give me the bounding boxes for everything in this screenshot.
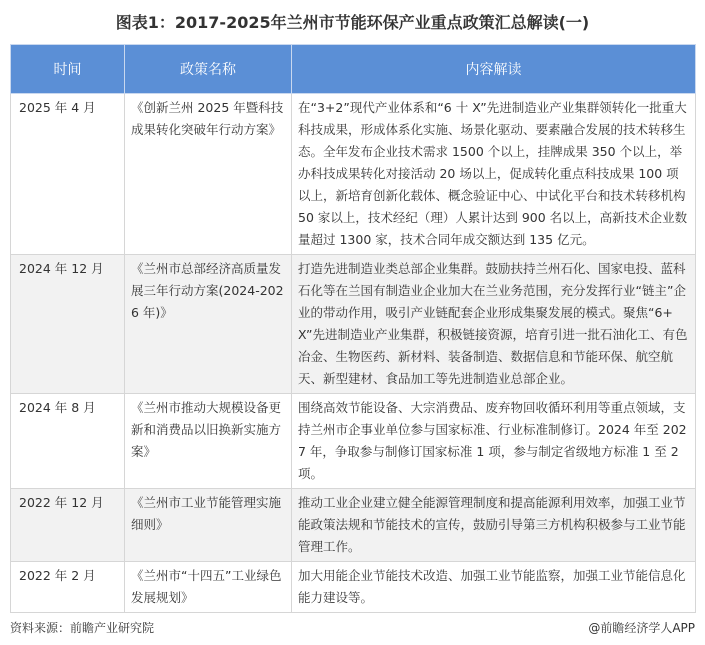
cell-policy-name: 《兰州市总部经济高质量发展三年行动方案(2024-2026 年)》 xyxy=(125,255,292,394)
cell-policy-name: 《兰州市工业节能管理实施细则》 xyxy=(125,489,292,562)
cell-time: 2024 年 12 月 xyxy=(11,255,125,394)
column-header-time: 时间 xyxy=(11,45,125,94)
cell-content: 加大用能企业节能技术改造、加强工业节能监察，加强工业节能信息化能力建设等。 xyxy=(292,562,696,613)
credit-note: @前瞻经济学人APP xyxy=(588,621,695,635)
cell-content: 打造先进制造业类总部企业集群。鼓励扶持兰州石化、国家电投、蓝科石化等在兰国有制造业企业加大在兰业务范围，充分发挥行业“链主”企业的带动作用，吸引产业链配套企业形成集聚发展的模式。聚焦“6+X”先进制造业产业集群，积极链接资源，培育引进一批石油化工、有色冶金、生物医药、新材料、装备制造、数据信息和节能环保、航空航天、新型建材、食品加工等先进制造业总部企业。 xyxy=(292,255,696,394)
cell-content: 在“3+2”现代产业体系和“6 十 X”先进制造业产业集群领转化一批重大科技成果，形成体系化实施、场景化驱动、要素融合发展的技术转移生态。全年发布企业技术需求 1500 个以上，挂牌成果 350 个以上，举办科技成果转化对接活动 20 场以上，促成转化重点科技成果 100 项以上，新培育创新化载体、概念验证中心、中试化平台和技术转移机构 50 家以上，技术经纪（理）人累计达到 900 名以上，高新技术企业数量超过 1300 家，技术合同年成交额达到 135 亿元。 xyxy=(292,94,696,255)
page-title: 图表1：2017-2025年兰州市节能环保产业重点政策汇总解读(一) xyxy=(115,13,590,32)
cell-policy-name: 《创新兰州 2025 年暨科技成果转化突破年行动方案》 xyxy=(125,94,292,255)
cell-time: 2022 年 2 月 xyxy=(11,562,125,613)
cell-time: 2024 年 8 月 xyxy=(11,394,125,489)
source-note: 资料来源：前瞻产业研究院 xyxy=(10,621,155,635)
policy-table xyxy=(10,44,696,613)
cell-policy-name: 《兰州市推动大规模设备更新和消费品以旧换新实施方案》 xyxy=(125,394,292,489)
cell-content: 推动工业企业建立健全能源管理制度和提高能源利用效率，加强工业节能政策法规和节能技术的宣传，鼓励引导第三方机构积极参与工业节能管理工作。 xyxy=(292,489,696,562)
table-row xyxy=(11,255,696,394)
cell-time: 2022 年 12 月 xyxy=(11,489,125,562)
table-row xyxy=(11,489,696,562)
cell-time: 2025 年 4 月 xyxy=(11,94,125,255)
column-header-policy-name: 政策名称 xyxy=(125,45,292,94)
table-row xyxy=(11,94,696,255)
table-row xyxy=(11,394,696,489)
table-header-row xyxy=(11,45,696,94)
column-header-content: 内容解读 xyxy=(292,45,696,94)
cell-policy-name: 《兰州市“十四五”工业绿色发展规划》 xyxy=(125,562,292,613)
cell-content: 围绕高效节能设备、大宗消费品、废弃物回收循环利用等重点领域，支持兰州市企事业单位参与国家标准、行业标准制修订。2024 年至 2027 年，争取参与制修订国家标准 1 项，参与制定省级地方标准 1 至 2 项。 xyxy=(292,394,696,489)
table-row xyxy=(11,562,696,613)
